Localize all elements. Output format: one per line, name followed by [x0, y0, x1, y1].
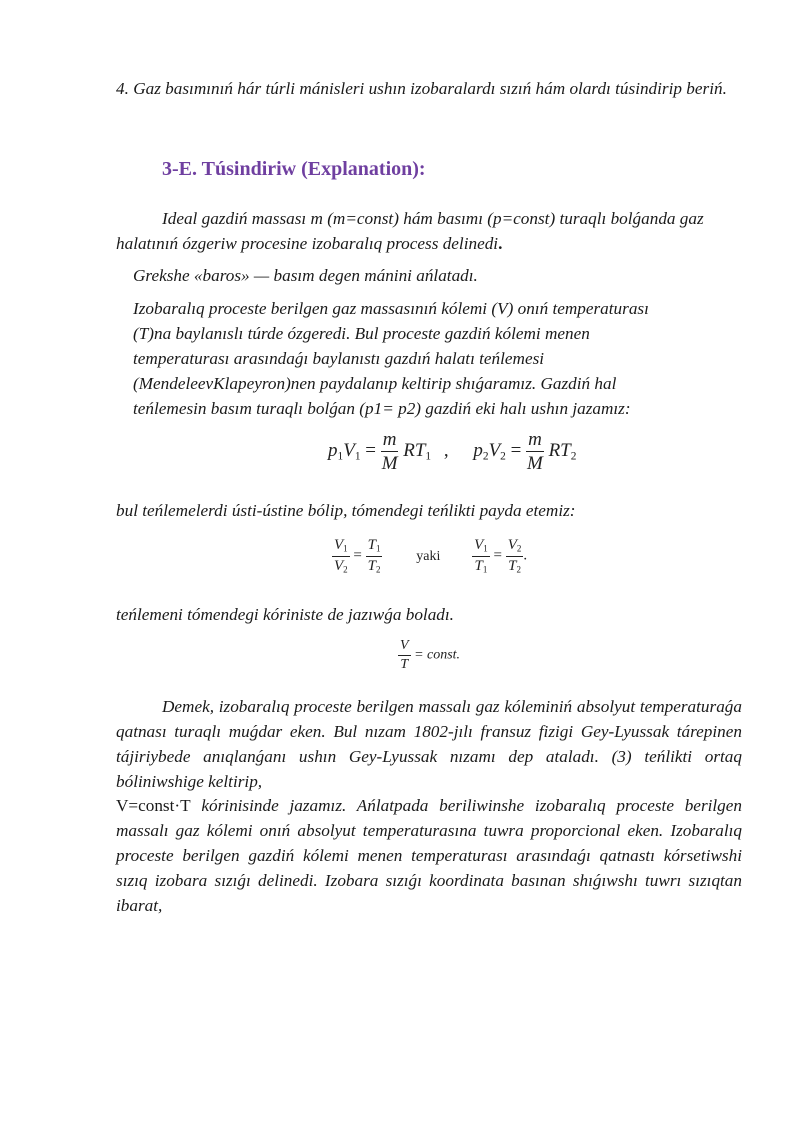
- definition-period: .: [498, 234, 503, 253]
- definition-text: Ideal gazdiń massası m (m=const) hám basımı (p=const) turaqlı bolǵanda gaz halatınıń ózgeriw procesine izobaralıq process delinedi: [116, 209, 704, 253]
- state-equations-formula: $p_1V_1$ = $\frac{m}{M}$ $RT_1$ , $p_2V_2$ = $\frac{m}{M}$ $RT_2$: [328, 429, 577, 474]
- ratio-formula: $\frac{V_1}{V_2}$ = $\frac{T_1}{T_2}$ yaki $\frac{V_1}{T_1}$ = $\frac{V_2}{T_2}$ .: [334, 537, 528, 575]
- question-text: 4. Gaz basımınıń hár túrli mánisleri ushın izobaralardı sızıń hám olardı túsindirip beriń.: [116, 79, 727, 98]
- formula-constant: = const.: [414, 647, 461, 663]
- division-paragraph: bul teńlemelerdi ústi-ústine bólip, tómendegi teńlikti payda etemiz:: [116, 501, 576, 520]
- formula-or-word: yaki: [416, 548, 441, 564]
- law-paragraph: Demek, izobaralıq proceste berilgen massalı gaz kóleminiń absolyut temperaturaǵa qatnası turaqlı muǵdar eken. Bul nızam 1802-jılı fransuz fizigi Gey-Lyussak tárepinen tájiriybede anıqlanǵanı ushın Gey-Lyussak nızamı dep ataladı. (3) teńlikti ortaq bóliniwshige keltirip,: [116, 697, 742, 791]
- proportional-text: kórinisinde jazamız. Ańlatpada beriliwinshe izobaralıq proceste berilgen massalı gaz kólemi onıń absolyut temperaturasına tuwra proporcional eken. Izobaralıq proceste berilgen gazdiń kólemi menen temperaturası arasındaǵı qatnastı kórsetiwshi sızıq izobara sızıǵı delinedi. Izobara sızıǵı koordinata basınan shıǵıwshı tuwrı sızıqtan ibarat,: [116, 796, 742, 915]
- gay-lussac-formula: $\frac{V}{T}$ = const.: [400, 638, 461, 672]
- process-paragraph: [133, 296, 742, 421]
- definition-paragraph: [116, 206, 742, 256]
- process-line: (T)na baylanıslı túrde ózgeredi. Bul proceste gazdiń kólemi menen: [133, 324, 590, 343]
- form-paragraph: teńlemeni tómendegi kóriniste de jazıwǵa boladı.: [116, 605, 454, 624]
- process-line: Izobaralıq proceste berilgen gaz massasınıń kólemi (V) onıń temperaturası: [133, 299, 649, 318]
- process-line: teńlemesin basım turaqlı bolǵan (p1= p2) gazdiń eki halı ushın jazamız:: [133, 399, 631, 418]
- section-heading: 3-E. Túsindiriw (Explanation):: [162, 158, 426, 180]
- proportional-paragraph: [116, 793, 742, 918]
- formula-inline: V=const·T: [116, 796, 191, 815]
- process-line: (MendeleevKlapeyron)nen paydalanıp keltirip shıǵaramız. Gazdiń hal: [133, 374, 617, 393]
- etymology-paragraph: Grekshe «baros» — basım degen mánini ańlatadı.: [133, 266, 478, 285]
- process-line: temperaturası arasındaǵı baylanıstı gazdıń halatı teńlemesi: [133, 349, 545, 368]
